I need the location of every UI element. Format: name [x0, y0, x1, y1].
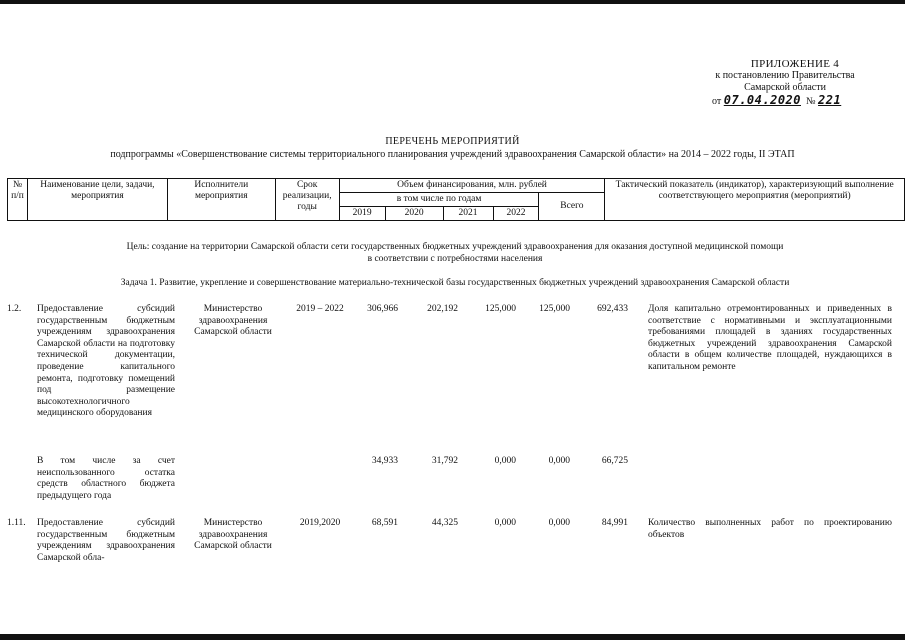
row-term: 2019 – 2022	[296, 304, 344, 314]
row-value-2019: 68,591	[371, 518, 398, 528]
row-value-2020: 202,192	[427, 304, 458, 314]
from-label: от	[712, 96, 722, 107]
row-name: В том числе за счет неиспользованного остатка средств областного бюджета предыдущего года	[37, 456, 175, 501]
row-num: 1.2.	[7, 304, 22, 314]
header-year-2022: 2022	[493, 207, 539, 221]
row-value-2022: 0,000	[548, 456, 570, 466]
row-name: Предоставление субсидий государственным бюджетным учреждениям здравоохранения Самарской области на подготовку технической документации, проведение капитального ремонта, подготовку помещений под размещение высокотехнологичного медицинского оборудования	[37, 304, 175, 419]
appendix-date-line	[712, 94, 880, 108]
header-col-name: Наименование цели, задачи, мероприятия	[27, 179, 167, 221]
row-value-2020: 31,792	[431, 456, 458, 466]
row-exec: Министерство здравоохранения Самарской области	[194, 518, 272, 552]
row-value-2020: 44,325	[431, 518, 458, 528]
row-value-2019: 34,933	[371, 456, 398, 466]
header-col-funding: Объем финансирования, млн. рублей	[339, 179, 605, 193]
document-title: ПЕРЕЧЕНЬ МЕРОПРИЯТИЙ	[385, 136, 520, 147]
row-exec: Министерство здравоохранения Самарской области	[194, 304, 272, 338]
row-indicator: Доля капитально отремонтированных и приведенных в соответствие с нормативными и эксплуатационными требованиями площадей в зданиях государственных бюджетных учреждений здравоохранения Самарской области в общем количестве площадей, нуждающихся в капитальном ремонте	[648, 304, 892, 372]
goal-line-2: в соответствии с потребностями населения	[367, 254, 543, 264]
goal-line-1: Цель: создание на территории Самарской области сети государственных бюджетных учреждений здравоохранения для оказания доступной медицинской помощи	[126, 242, 784, 252]
header-col-term: Срок реализации, годы	[275, 179, 339, 221]
row-indicator: Количество выполненных работ по проектированию объектов	[648, 518, 892, 540]
header-col-num: № п/п	[8, 179, 28, 221]
header-col-exec: Исполнители мероприятия	[167, 179, 275, 221]
task-text: Задача 1. Развитие, укрепление и совершенствование материально-технической базы государственных бюджетных учреждений здравоохранения Самарской области	[120, 278, 790, 288]
scan-top-edge	[0, 0, 905, 4]
scan-bottom-edge	[0, 634, 905, 640]
goal-text	[60, 241, 850, 265]
header-year-2019: 2019	[339, 207, 385, 221]
row-value-2021: 125,000	[485, 304, 516, 314]
row-name: Предоставление субсидий государственным бюджетным учреждениям здравоохранения Самарской обла-	[37, 518, 175, 563]
row-value-2021: 0,000	[494, 518, 516, 528]
header-year-2020: 2020	[385, 207, 443, 221]
handwritten-number: 221	[818, 93, 842, 107]
row-value-2019: 306,966	[367, 304, 398, 314]
appendix-block	[690, 58, 880, 108]
handwritten-date: 07.04.2020	[723, 93, 801, 107]
appendix-line-1: к постановлению Правительства	[715, 70, 855, 81]
header-col-by-year: в том числе по годам	[339, 193, 539, 207]
row-value-2022: 125,000	[539, 304, 570, 314]
row-value-total: 84,991	[601, 518, 628, 528]
row-term: 2019,2020	[299, 518, 341, 528]
document-subtitle: подпрограммы «Совершенствование системы территориального планирования учреждений здравоохранения Самарской области» на 2014 – 2022 годы, II ЭТАП	[110, 149, 795, 160]
row-value-2022: 0,000	[548, 518, 570, 528]
appendix-line-2: Самарской области	[744, 82, 826, 93]
header-year-2021: 2021	[443, 207, 493, 221]
row-value-total: 692,433	[597, 304, 628, 314]
row-num: 1.11.	[7, 518, 26, 528]
row-value-total: 66,725	[601, 456, 628, 466]
header-col-indicator: Тактический показатель (индикатор), характеризующий выполнение соответствующего мероприятия (мероприятий)	[605, 179, 905, 221]
row-value-2021: 0,000	[494, 456, 516, 466]
header-table	[7, 178, 905, 221]
header-col-total: Всего	[539, 193, 605, 221]
number-label: №	[806, 96, 816, 107]
appendix-title: ПРИЛОЖЕНИЕ 4	[750, 58, 840, 70]
